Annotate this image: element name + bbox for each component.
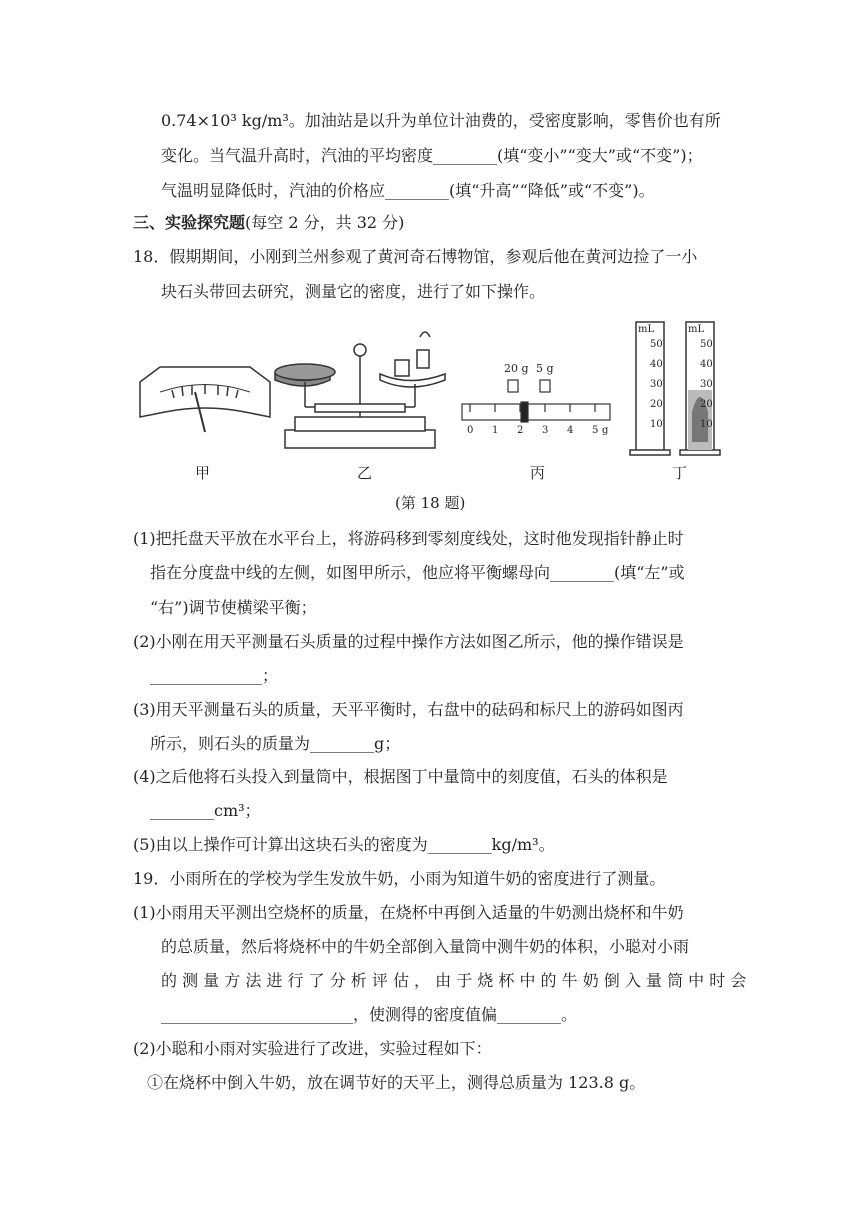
ruler-tick: 1 — [492, 425, 499, 436]
q18-part1-line-3: “右”)调节使横梁平衡； — [150, 598, 317, 617]
q19-part2-line-2: ①在烧杯中倒入牛奶，放在调节好的天平上，测得总质量为 123.8 g。 — [147, 1073, 646, 1092]
figure-label-yi: 乙 — [357, 464, 373, 482]
cylinder-tick: 50 — [650, 339, 663, 350]
question-18-line-1: 18．假期期间，小刚到兰州参观了黄河奇石博物馆，参观后他在黄河边捡了一小 — [133, 247, 698, 266]
text-line-3: 气温明显降低时，汽油的价格应________(填“升高”“降低”或“不变”)。 — [161, 181, 655, 200]
ruler-tick: 0 — [467, 425, 474, 436]
figure-label-jia: 甲 — [195, 464, 211, 482]
figure-caption: (第 18 题) — [395, 494, 466, 512]
ruler-tick: 4 — [567, 425, 574, 436]
q19-part1-line-3: 的 测 量 方 法 进 行 了 分 析 评 估 ， 由 于 烧 杯 中 的 牛 奶 倒 入 量 筒 中 时 会 — [161, 971, 747, 990]
balance-yi — [275, 332, 445, 448]
weights-ruler-bing — [462, 380, 610, 422]
ruler-tick: 2 — [517, 425, 524, 436]
figure-18 — [130, 312, 730, 487]
ruler-tick: 3 — [542, 425, 549, 436]
cylinder-tick: 20 — [650, 399, 663, 410]
q18-part1-line-1: (1)把托盘天平放在水平台上，将游码移到零刻度线处，这时他发现指针静止时 — [133, 529, 684, 548]
weight-20g-label: 20 g — [504, 362, 529, 375]
q19-part1-line-2: 的总质量，然后将烧杯中的牛奶全部倒入量筒中测牛奶的体积，小聪对小雨 — [161, 937, 690, 956]
dial-jia — [140, 367, 270, 432]
cylinder-unit: mL — [688, 324, 705, 335]
text-line-2: 变化。当气温升高时，汽油的平均密度________(填“变小”“变大”或“不变”)； — [161, 146, 703, 165]
q18-part2-line-2: ______________； — [150, 666, 279, 685]
q19-part1-line-1: (1)小雨用天平测出空烧杯的质量，在烧杯中再倒入适量的牛奶测出烧杯和牛奶 — [133, 903, 684, 922]
q18-part3-line-1: (3)用天平测量石头的质量，天平平衡时，右盘中的砝码和标尺上的游码如图丙 — [133, 700, 684, 719]
cylinder-tick: 30 — [700, 379, 713, 390]
question-18-line-2: 块石头带回去研究，测量它的密度，进行了如下操作。 — [161, 282, 546, 301]
cylinder-tick: 50 — [700, 339, 713, 350]
q18-part4-line-2: ________cm³； — [150, 801, 261, 820]
weight-5g-label: 5 g — [536, 362, 554, 375]
cylinder-tick: 20 — [700, 399, 713, 410]
q18-part2-line-1: (2)小刚在用天平测量石头质量的过程中操作方法如图乙所示，他的操作错误是 — [133, 632, 684, 651]
cylinder-tick: 40 — [700, 359, 713, 370]
text-line-1: 0.74×10³ kg/m³。加油站是以升为单位计油费的，受密度影响，零售价也有所 — [161, 111, 721, 130]
section-title: 三、实验探究题 — [133, 213, 246, 232]
q19-part2-line-1: (2)小聪和小雨对实验进行了改进，实验过程如下： — [133, 1039, 492, 1058]
cylinder-tick: 10 — [650, 419, 663, 430]
section-points: (每空 2 分，共 32 分) — [245, 213, 405, 232]
cylinder-tick: 10 — [700, 419, 713, 430]
q18-part4-line-1: (4)之后他将石头投入到量筒中，根据图丁中量筒中的刻度值，石头的体积是 — [133, 767, 668, 786]
q18-part5-line-1: (5)由以上操作可计算出这块石头的密度为________kg/m³。 — [133, 835, 555, 854]
ruler-tick-labels — [467, 425, 609, 436]
cylinder-tick: 40 — [650, 359, 663, 370]
question-19-line-1: 19．小雨所在的学校为学生发放牛奶，小雨为知道牛奶的密度进行了测量。 — [133, 869, 666, 888]
q18-part1-line-2: 指在分度盘中线的左侧，如图甲所示，他应将平衡螺母向________(填“左”或 — [150, 563, 685, 582]
ruler-tick: g — [602, 425, 609, 436]
figure-label-bing: 丙 — [530, 464, 546, 482]
q19-part1-line-4: ________________________，使测得的密度值偏________。 — [161, 1005, 578, 1024]
figure-18-drawing — [130, 312, 730, 487]
cylinder-unit: mL — [638, 324, 655, 335]
cylinder-tick: 30 — [650, 379, 663, 390]
figure-label-ding: 丁 — [672, 464, 688, 482]
ruler-tick: 5 — [592, 425, 599, 436]
q18-part3-line-2: 所示，则石头的质量为________g； — [150, 734, 401, 753]
section-heading — [133, 212, 404, 234]
